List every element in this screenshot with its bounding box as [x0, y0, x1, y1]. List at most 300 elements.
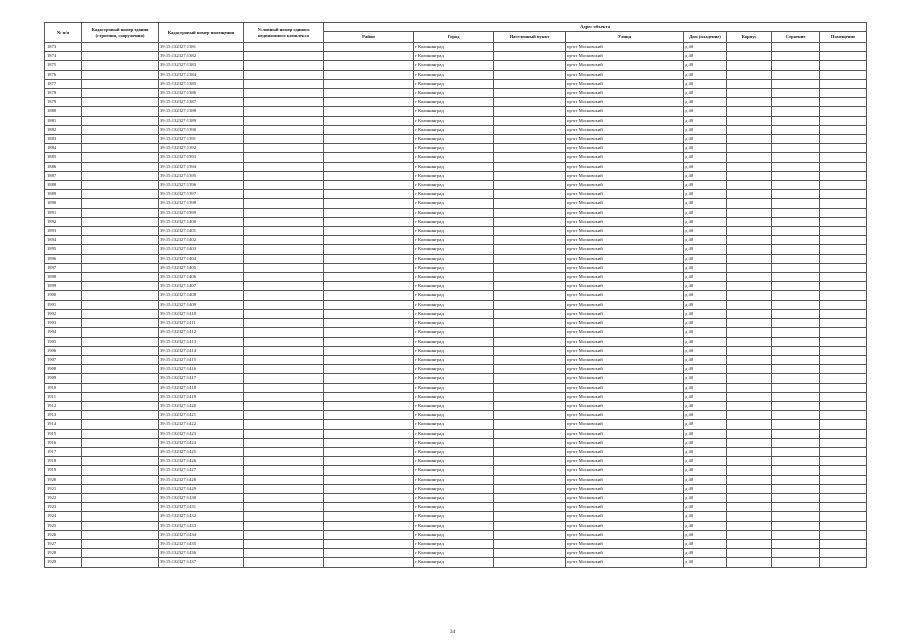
cell-corpus	[727, 392, 772, 401]
cell-building	[772, 484, 820, 493]
cell-num: 1910	[45, 383, 82, 392]
cell-premise	[820, 558, 867, 567]
cell-settlement	[494, 512, 566, 521]
cell-complex-number	[244, 227, 324, 236]
table-row	[45, 466, 867, 475]
cell-complex-number	[244, 144, 324, 153]
cell-house: д 40	[684, 190, 727, 199]
cell-district	[324, 475, 414, 484]
cell-corpus	[727, 457, 772, 466]
cell-district	[324, 337, 414, 346]
cell-premise	[820, 98, 867, 107]
cell-building	[772, 392, 820, 401]
cell-city: г Калининград	[414, 539, 494, 548]
cell-district	[324, 282, 414, 291]
cell-settlement	[494, 263, 566, 272]
cell-premise	[820, 365, 867, 374]
cell-building	[772, 328, 820, 337]
cell-premise	[820, 171, 867, 180]
cell-building	[772, 43, 820, 52]
cell-settlement	[494, 530, 566, 539]
cell-city: г Калининград	[414, 89, 494, 98]
cell-house: д 40	[684, 125, 727, 134]
cell-house: д 40	[684, 181, 727, 190]
cell-district	[324, 355, 414, 364]
cell-house: д 40	[684, 309, 727, 318]
cell-building	[772, 309, 820, 318]
cell-street: пр-кт Московский	[566, 153, 684, 162]
cell-district	[324, 291, 414, 300]
cell-street: пр-кт Московский	[566, 420, 684, 429]
cell-building	[772, 190, 820, 199]
cell-premise-cadastral: 39:15:132327:1437	[159, 558, 244, 567]
cell-complex-number	[244, 52, 324, 61]
cell-premise	[820, 217, 867, 226]
cell-street: пр-кт Московский	[566, 144, 684, 153]
table-row	[45, 484, 867, 493]
cell-premise-cadastral: 39:15:132327:1405	[159, 263, 244, 272]
table-row	[45, 125, 867, 134]
cell-complex-number	[244, 328, 324, 337]
cell-settlement	[494, 254, 566, 263]
cell-premise	[820, 411, 867, 420]
cell-street: пр-кт Московский	[566, 263, 684, 272]
cell-district	[324, 466, 414, 475]
cell-corpus	[727, 484, 772, 493]
cell-premise-cadastral: 39:15:132327:1410	[159, 309, 244, 318]
cell-street: пр-кт Московский	[566, 457, 684, 466]
cell-building-cadastral	[82, 89, 159, 98]
cell-num: 1923	[45, 503, 82, 512]
cell-district	[324, 447, 414, 456]
cell-corpus	[727, 89, 772, 98]
cell-district	[324, 107, 414, 116]
cell-building-cadastral	[82, 328, 159, 337]
table-row	[45, 52, 867, 61]
cell-corpus	[727, 98, 772, 107]
cell-premise	[820, 89, 867, 98]
cell-street: пр-кт Московский	[566, 328, 684, 337]
cell-building-cadastral	[82, 43, 159, 52]
cell-corpus	[727, 217, 772, 226]
cell-complex-number	[244, 493, 324, 502]
cell-city: г Калининград	[414, 392, 494, 401]
cell-building-cadastral	[82, 383, 159, 392]
cell-premise-cadastral: 39:15:132327:1426	[159, 457, 244, 466]
header-premise-cadastral: Кадастровый номер помещения	[159, 23, 244, 43]
cell-corpus	[727, 199, 772, 208]
cell-premise	[820, 273, 867, 282]
cell-city: г Калининград	[414, 52, 494, 61]
cell-house: д 40	[684, 328, 727, 337]
table-row	[45, 392, 867, 401]
cell-city: г Калининград	[414, 309, 494, 318]
cell-settlement	[494, 392, 566, 401]
cell-district	[324, 549, 414, 558]
cell-complex-number	[244, 558, 324, 567]
header-district: Район	[324, 32, 414, 43]
cell-district	[324, 521, 414, 530]
cell-city: г Калининград	[414, 383, 494, 392]
cell-complex-number	[244, 208, 324, 217]
cell-building	[772, 227, 820, 236]
cell-num: 1913	[45, 411, 82, 420]
cell-premise-cadastral: 39:15:132327:1419	[159, 392, 244, 401]
cell-city: г Калининград	[414, 144, 494, 153]
cell-city: г Калининград	[414, 355, 494, 364]
cell-complex-number	[244, 420, 324, 429]
cell-num: 1917	[45, 447, 82, 456]
page-number: 34	[449, 629, 456, 635]
cell-district	[324, 365, 414, 374]
cell-complex-number	[244, 365, 324, 374]
cell-premise-cadastral: 39:15:132327:1390	[159, 125, 244, 134]
cell-house: д 40	[684, 558, 727, 567]
table-row	[45, 190, 867, 199]
cell-district	[324, 493, 414, 502]
cell-building-cadastral	[82, 217, 159, 226]
cell-street: пр-кт Московский	[566, 374, 684, 383]
cell-building-cadastral	[82, 484, 159, 493]
cell-premise-cadastral: 39:15:132327:1427	[159, 466, 244, 475]
cell-building	[772, 236, 820, 245]
cell-settlement	[494, 52, 566, 61]
cell-settlement	[494, 346, 566, 355]
cell-building	[772, 337, 820, 346]
cell-house: д 40	[684, 466, 727, 475]
cell-premise-cadastral: 39:15:132327:1408	[159, 291, 244, 300]
cell-city: г Калининград	[414, 447, 494, 456]
cell-num: 1888	[45, 181, 82, 190]
cell-district	[324, 512, 414, 521]
cell-building-cadastral	[82, 125, 159, 134]
table-row	[45, 98, 867, 107]
cell-city: г Калининград	[414, 530, 494, 539]
header-building: Строение	[772, 32, 820, 43]
cell-corpus	[727, 273, 772, 282]
cell-street: пр-кт Московский	[566, 171, 684, 180]
cell-street: пр-кт Московский	[566, 199, 684, 208]
cell-house: д 40	[684, 263, 727, 272]
table-row	[45, 70, 867, 79]
cell-settlement	[494, 245, 566, 254]
cell-building-cadastral	[82, 70, 159, 79]
cell-district	[324, 420, 414, 429]
cell-settlement	[494, 70, 566, 79]
cell-building	[772, 208, 820, 217]
cell-building-cadastral	[82, 337, 159, 346]
table-row	[45, 558, 867, 567]
cell-building	[772, 447, 820, 456]
cell-street: пр-кт Московский	[566, 309, 684, 318]
cell-building	[772, 300, 820, 309]
cell-city: г Калининград	[414, 79, 494, 88]
cell-street: пр-кт Московский	[566, 217, 684, 226]
table-row	[45, 254, 867, 263]
cell-num: 1887	[45, 171, 82, 180]
cell-building-cadastral	[82, 144, 159, 153]
cell-complex-number	[244, 190, 324, 199]
cell-settlement	[494, 411, 566, 420]
cell-building-cadastral	[82, 539, 159, 548]
cell-building-cadastral	[82, 355, 159, 364]
cell-street: пр-кт Московский	[566, 125, 684, 134]
cell-house: д 40	[684, 153, 727, 162]
cell-building-cadastral	[82, 475, 159, 484]
cell-corpus	[727, 291, 772, 300]
cell-settlement	[494, 153, 566, 162]
cell-premise-cadastral: 39:15:132327:1407	[159, 282, 244, 291]
cell-house: д 40	[684, 43, 727, 52]
cell-street: пр-кт Московский	[566, 337, 684, 346]
cell-street: пр-кт Московский	[566, 438, 684, 447]
cell-house: д 40	[684, 392, 727, 401]
cell-building	[772, 162, 820, 171]
cell-premise	[820, 521, 867, 530]
cell-corpus	[727, 79, 772, 88]
cell-premise-cadastral: 39:15:132327:1420	[159, 401, 244, 410]
cell-num: 1880	[45, 107, 82, 116]
table-row	[45, 300, 867, 309]
cell-premise-cadastral: 39:15:132327:1382	[159, 52, 244, 61]
table-row	[45, 346, 867, 355]
cell-street: пр-кт Московский	[566, 401, 684, 410]
cell-city: г Калининград	[414, 153, 494, 162]
cell-settlement	[494, 420, 566, 429]
cell-building-cadastral	[82, 466, 159, 475]
header-city: Город	[414, 32, 494, 43]
cell-premise-cadastral: 39:15:132327:1387	[159, 98, 244, 107]
header-address-group: Адрес объекта	[324, 23, 867, 32]
cell-building-cadastral	[82, 309, 159, 318]
cell-settlement	[494, 125, 566, 134]
cell-corpus	[727, 282, 772, 291]
table-row	[45, 447, 867, 456]
cell-settlement	[494, 300, 566, 309]
cell-premise-cadastral: 39:15:132327:1381	[159, 43, 244, 52]
cell-district	[324, 530, 414, 539]
cell-house: д 40	[684, 475, 727, 484]
cell-num: 1919	[45, 466, 82, 475]
cell-street: пр-кт Московский	[566, 245, 684, 254]
cell-premise	[820, 79, 867, 88]
cell-building-cadastral	[82, 135, 159, 144]
cell-corpus	[727, 521, 772, 530]
cell-building-cadastral	[82, 107, 159, 116]
cell-num: 1928	[45, 549, 82, 558]
cell-corpus	[727, 374, 772, 383]
cell-street: пр-кт Московский	[566, 365, 684, 374]
cell-premise	[820, 337, 867, 346]
cell-building-cadastral	[82, 162, 159, 171]
table-row	[45, 512, 867, 521]
cell-corpus	[727, 466, 772, 475]
cell-corpus	[727, 503, 772, 512]
cell-settlement	[494, 539, 566, 548]
table-row	[45, 135, 867, 144]
cell-complex-number	[244, 337, 324, 346]
property-register-table	[44, 22, 867, 568]
cell-street: пр-кт Московский	[566, 181, 684, 190]
cell-district	[324, 245, 414, 254]
cell-building-cadastral	[82, 530, 159, 539]
cell-house: д 40	[684, 319, 727, 328]
cell-complex-number	[244, 374, 324, 383]
cell-building-cadastral	[82, 245, 159, 254]
cell-district	[324, 199, 414, 208]
cell-complex-number	[244, 43, 324, 52]
cell-settlement	[494, 144, 566, 153]
cell-house: д 40	[684, 484, 727, 493]
cell-premise-cadastral: 39:15:132327:1399	[159, 208, 244, 217]
cell-house: д 40	[684, 365, 727, 374]
cell-complex-number	[244, 466, 324, 475]
cell-city: г Калининград	[414, 208, 494, 217]
cell-num: 1911	[45, 392, 82, 401]
cell-premise	[820, 43, 867, 52]
cell-building	[772, 135, 820, 144]
cell-num: 1904	[45, 328, 82, 337]
cell-settlement	[494, 447, 566, 456]
cell-city: г Калининград	[414, 337, 494, 346]
cell-settlement	[494, 282, 566, 291]
cell-num: 1924	[45, 512, 82, 521]
cell-street: пр-кт Московский	[566, 411, 684, 420]
cell-premise	[820, 438, 867, 447]
table-row	[45, 420, 867, 429]
cell-num: 1912	[45, 401, 82, 410]
cell-building-cadastral	[82, 319, 159, 328]
table-row	[45, 144, 867, 153]
cell-num: 1927	[45, 539, 82, 548]
cell-city: г Калининград	[414, 107, 494, 116]
cell-house: д 40	[684, 254, 727, 263]
cell-premise-cadastral: 39:15:132327:1395	[159, 171, 244, 180]
cell-settlement	[494, 319, 566, 328]
cell-house: д 40	[684, 521, 727, 530]
cell-district	[324, 116, 414, 125]
cell-corpus	[727, 254, 772, 263]
cell-city: г Калининград	[414, 254, 494, 263]
cell-building	[772, 365, 820, 374]
cell-settlement	[494, 466, 566, 475]
cell-building	[772, 503, 820, 512]
table-row	[45, 199, 867, 208]
cell-building-cadastral	[82, 61, 159, 70]
cell-premise-cadastral: 39:15:132327:1409	[159, 300, 244, 309]
cell-premise	[820, 429, 867, 438]
cell-building-cadastral	[82, 227, 159, 236]
cell-building	[772, 52, 820, 61]
cell-num: 1879	[45, 98, 82, 107]
cell-premise-cadastral: 39:15:132327:1425	[159, 447, 244, 456]
cell-num: 1909	[45, 374, 82, 383]
cell-num: 1876	[45, 70, 82, 79]
cell-complex-number	[244, 98, 324, 107]
cell-num: 1916	[45, 438, 82, 447]
cell-premise	[820, 484, 867, 493]
cell-corpus	[727, 539, 772, 548]
header-complex-number: Условный номер единого недвижимого комплекса	[244, 23, 324, 43]
cell-house: д 40	[684, 447, 727, 456]
cell-building-cadastral	[82, 401, 159, 410]
cell-house: д 40	[684, 79, 727, 88]
cell-building-cadastral	[82, 79, 159, 88]
cell-street: пр-кт Московский	[566, 236, 684, 245]
cell-district	[324, 254, 414, 263]
cell-house: д 40	[684, 135, 727, 144]
cell-corpus	[727, 190, 772, 199]
cell-district	[324, 79, 414, 88]
table-row	[45, 319, 867, 328]
cell-premise	[820, 70, 867, 79]
cell-premise	[820, 236, 867, 245]
cell-num: 1893	[45, 227, 82, 236]
cell-house: д 40	[684, 300, 727, 309]
cell-complex-number	[244, 70, 324, 79]
cell-num: 1918	[45, 457, 82, 466]
cell-building-cadastral	[82, 503, 159, 512]
cell-premise	[820, 52, 867, 61]
cell-city: г Калининград	[414, 181, 494, 190]
cell-house: д 40	[684, 429, 727, 438]
table-row	[45, 245, 867, 254]
cell-street: пр-кт Московский	[566, 61, 684, 70]
cell-district	[324, 153, 414, 162]
cell-num: 1907	[45, 355, 82, 364]
table-row	[45, 503, 867, 512]
cell-complex-number	[244, 355, 324, 364]
cell-building	[772, 466, 820, 475]
cell-building-cadastral	[82, 181, 159, 190]
cell-complex-number	[244, 107, 324, 116]
table-row	[45, 116, 867, 125]
cell-building	[772, 217, 820, 226]
cell-premise-cadastral: 39:15:132327:1418	[159, 383, 244, 392]
cell-corpus	[727, 208, 772, 217]
cell-corpus	[727, 125, 772, 134]
cell-settlement	[494, 98, 566, 107]
cell-house: д 40	[684, 539, 727, 548]
cell-building-cadastral	[82, 171, 159, 180]
cell-premise	[820, 493, 867, 502]
cell-premise	[820, 503, 867, 512]
cell-settlement	[494, 475, 566, 484]
cell-premise	[820, 466, 867, 475]
cell-premise	[820, 447, 867, 456]
cell-premise	[820, 346, 867, 355]
cell-premise-cadastral: 39:15:132327:1385	[159, 79, 244, 88]
cell-settlement	[494, 116, 566, 125]
cell-settlement	[494, 493, 566, 502]
cell-city: г Калининград	[414, 162, 494, 171]
cell-corpus	[727, 337, 772, 346]
cell-complex-number	[244, 346, 324, 355]
cell-building-cadastral	[82, 512, 159, 521]
cell-settlement	[494, 355, 566, 364]
cell-premise-cadastral: 39:15:132327:1416	[159, 365, 244, 374]
cell-corpus	[727, 300, 772, 309]
cell-house: д 40	[684, 512, 727, 521]
table-row	[45, 291, 867, 300]
cell-street: пр-кт Московский	[566, 521, 684, 530]
cell-district	[324, 392, 414, 401]
cell-building	[772, 512, 820, 521]
cell-premise-cadastral: 39:15:132327:1429	[159, 484, 244, 493]
cell-settlement	[494, 374, 566, 383]
cell-building-cadastral	[82, 282, 159, 291]
cell-city: г Калининград	[414, 401, 494, 410]
